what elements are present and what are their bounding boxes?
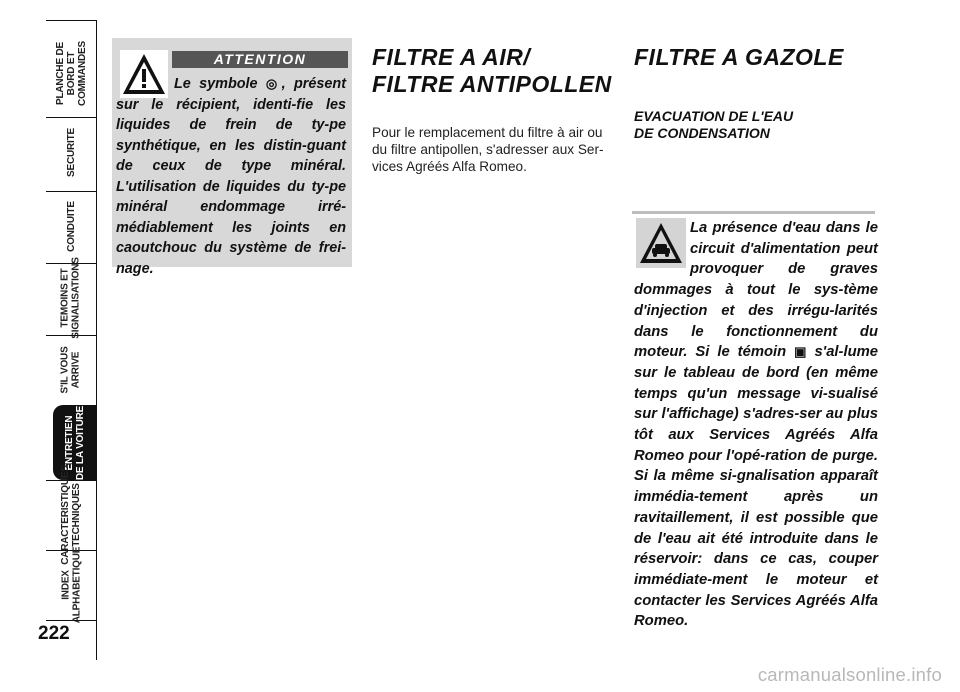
tab-caracteristiques[interactable] bbox=[46, 465, 96, 565]
watermark: carmanualsonline.info bbox=[757, 664, 942, 685]
tab-securite[interactable] bbox=[46, 117, 96, 187]
tab-label: PLANCHE DE BORD ET COMMANDES bbox=[54, 40, 88, 106]
tab-sil-vous-arrive[interactable] bbox=[46, 335, 96, 405]
tab-divider bbox=[46, 20, 96, 21]
diesel-filter-title: FILTRE A GAZOLE bbox=[634, 44, 844, 70]
tab-planche-de-bord[interactable] bbox=[46, 38, 96, 108]
tab-label: CARACTERISTIQUES TECHNIQUES bbox=[60, 465, 82, 565]
tab-label: CONDUITE bbox=[65, 200, 77, 252]
air-filter-title-line2: FILTRE ANTIPOLLEN bbox=[372, 71, 612, 97]
warning-divider bbox=[632, 211, 875, 214]
tab-label: S'IL VOUS ARRIVE bbox=[59, 346, 82, 394]
air-filter-body: Pour le remplacement du filtre à air ou du filtre antipollen, s'adresser aux Ser-vices Agréés Alfa Romeo. bbox=[372, 125, 604, 174]
tab-label: INDEX ALPHABETIQUE bbox=[60, 546, 82, 624]
air-filter-title-line1: FILTRE A AIR/ bbox=[372, 44, 531, 70]
tab-index[interactable] bbox=[46, 546, 96, 624]
tab-conduite[interactable] bbox=[46, 191, 96, 261]
tab-divider bbox=[46, 620, 96, 621]
air-filter-title bbox=[372, 44, 612, 98]
warning-text-start: La présence d'eau dans le circuit d'alimentation peut provoquer de graves dommages à tout le sys-tème d'injection et des irrégu-larités dans le fonctionnement du moteur. Si le témoin bbox=[634, 220, 878, 361]
brake-fluid-icon: ◎ bbox=[265, 76, 282, 91]
condensation-subtitle-line1: EVACUATION DE L'EAU bbox=[634, 108, 794, 124]
water-in-fuel-icon: ▣ bbox=[794, 344, 807, 360]
tabs-border bbox=[96, 20, 97, 660]
attention-text-start: Le symbole bbox=[174, 76, 266, 92]
chapter-index-tabs bbox=[0, 0, 100, 692]
condensation-subtitle bbox=[634, 108, 793, 142]
tab-label: TEMOINS ET SIGNALISATIONS bbox=[60, 257, 82, 339]
attention-text bbox=[116, 74, 346, 279]
condensation-subtitle-line2: DE CONDENSATION bbox=[634, 125, 770, 141]
water-warning-text bbox=[634, 218, 878, 632]
warning-text-end: s'al-lume sur le tableau de bord (en même temps qu'un message vi-sualisé sur l'affichage) s'adres-ser au plus tôt aux Services Agréés Alfa Romeo pour l'opé-ration de purge. Si la même si-gnalisation apparaît immédia-tement après un ravitaillement, il est possible que de l'eau ait été introduite dans le réservoir: dans ce cas, couper immédiate-ment le moteur et contacter les Services Agréés Alfa Romeo. bbox=[634, 344, 878, 630]
attention-box bbox=[112, 38, 352, 277]
tab-temoins[interactable] bbox=[46, 257, 96, 339]
tab-label: SECURITE bbox=[65, 127, 77, 177]
tab-label: ENTRETIEN DE LA VOITURE bbox=[64, 405, 87, 480]
attention-banner: ATTENTION bbox=[172, 51, 348, 68]
page-number: 222 bbox=[38, 623, 70, 644]
attention-text-end: , présent sur le récipient, identi-fie les liquides de frein de ty-pe synthétique, en les distin-guant de ceux de type minéral. L'utilisation de liquides du ty-pe minéral endommage irré-médiablement les joints en caoutchouc du système de frei-nage. bbox=[116, 76, 346, 277]
